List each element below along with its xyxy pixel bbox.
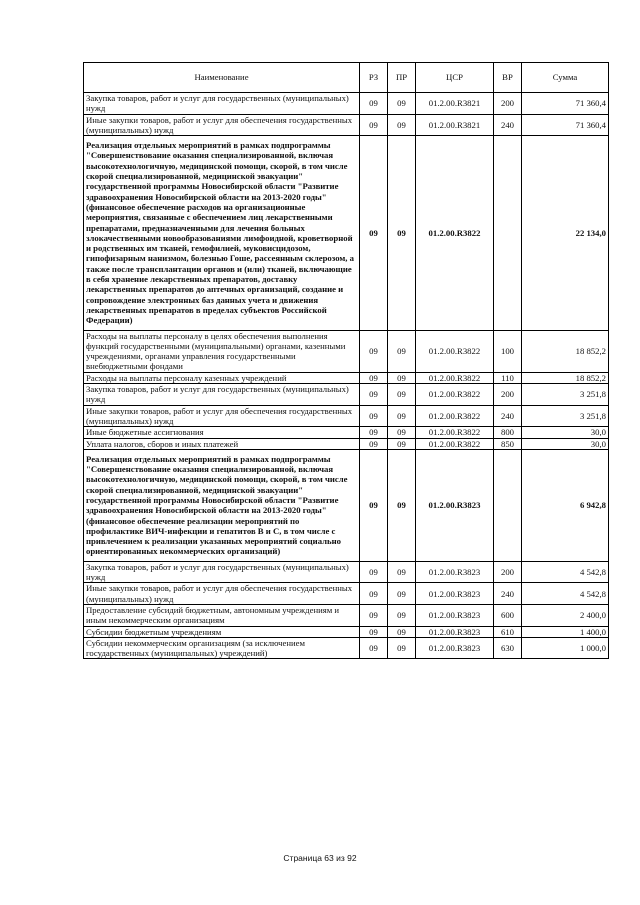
header-pr: ПР <box>388 63 416 93</box>
cell-name: Расходы на выплаты персоналу в целях обеспечения выполнения функций государственными (муниципальными) органами, казенными учреждениями, органами управления государственными внебюджетными фондами <box>84 330 360 372</box>
cell-name: Субсидии бюджетным учреждениям <box>84 626 360 637</box>
cell-rz: 09 <box>360 449 388 561</box>
cell-sum: 1 400,0 <box>522 626 609 637</box>
table-row <box>84 604 609 626</box>
cell-csr: 01.2.00.R3822 <box>416 427 494 438</box>
cell-rz: 09 <box>360 330 388 372</box>
cell-sum: 3 251,8 <box>522 384 609 406</box>
cell-pr: 09 <box>388 93 416 115</box>
cell-name: Закупка товаров, работ и услуг для государственных (муниципальных) нужд <box>84 561 360 583</box>
cell-sum: 4 542,8 <box>522 561 609 583</box>
cell-rz: 09 <box>360 583 388 605</box>
cell-csr: 01.2.00.R3823 <box>416 604 494 626</box>
table-row <box>84 583 609 605</box>
table-row <box>84 637 609 659</box>
page-number: Страница 63 из 92 <box>283 853 357 863</box>
budget-table <box>83 62 609 659</box>
cell-pr: 09 <box>388 384 416 406</box>
cell-name: Предоставление субсидий бюджетным, автономным учреждениям и иным некоммерческим организациям <box>84 604 360 626</box>
cell-sum: 30,0 <box>522 427 609 438</box>
cell-name: Закупка товаров, работ и услуг для государственных (муниципальных) нужд <box>84 384 360 406</box>
cell-csr: 01.2.00.R3821 <box>416 114 494 136</box>
cell-name: Реализация отдельных мероприятий в рамках подпрограммы "Совершенствование оказания специализированной, включая высокотехнологичную, медицинской помощи, скорой, в том числе скорой специализированной, медицинской эвакуации" государственной программы Новосибирской области "Развитие здравоохранения Новосибирской области на 2013-2020 годы" (финансовое обеспечение расходов на организационные мероприятия, связанные с обеспечением лиц лекарственными препаратами, предназначенными для лечения больных злокачественными новообразованиями лимфоидной, кроветворной и родственных им тканей, гемофилией, муковисцидозом, гипофизарным нанизмом, болезнью Гоше, рассеянным склерозом, а также после трансплантации органов и (или) тканей, включающие в себя хранение лекарственных препаратов, доставку лекарственных препаратов до аптечных организаций, создание и сопровождение электронных баз данных учета и движения лекарственных препаратов в пределах субъектов Российской Федерации) <box>84 136 360 330</box>
header-sum: Сумма <box>522 63 609 93</box>
cell-pr: 09 <box>388 583 416 605</box>
cell-vr: 110 <box>494 372 522 383</box>
cell-vr: 240 <box>494 405 522 427</box>
cell-rz: 09 <box>360 93 388 115</box>
cell-name: Субсидии некоммерческим организациям (за исключением государственных (муниципальных) учреждений) <box>84 637 360 659</box>
cell-csr: 01.2.00.R3823 <box>416 561 494 583</box>
cell-pr: 09 <box>388 405 416 427</box>
cell-rz: 09 <box>360 405 388 427</box>
cell-vr: 800 <box>494 427 522 438</box>
cell-csr: 01.2.00.R3822 <box>416 438 494 449</box>
cell-name: Иные закупки товаров, работ и услуг для обеспечения государственных (муниципальных) нужд <box>84 114 360 136</box>
cell-sum: 3 251,8 <box>522 405 609 427</box>
cell-vr <box>494 136 522 330</box>
cell-rz: 09 <box>360 372 388 383</box>
cell-name: Иные закупки товаров, работ и услуг для обеспечения государственных (муниципальных) нужд <box>84 583 360 605</box>
table-row <box>84 405 609 427</box>
cell-csr: 01.2.00.R3823 <box>416 637 494 659</box>
cell-rz: 09 <box>360 561 388 583</box>
table-row <box>84 561 609 583</box>
table-row <box>84 330 609 372</box>
table-row <box>84 438 609 449</box>
cell-pr: 09 <box>388 438 416 449</box>
table-row <box>84 449 609 561</box>
cell-sum: 18 852,2 <box>522 330 609 372</box>
cell-rz: 09 <box>360 604 388 626</box>
cell-csr: 01.2.00.R3822 <box>416 372 494 383</box>
cell-sum: 22 134,0 <box>522 136 609 330</box>
cell-name: Иные бюджетные ассигнования <box>84 427 360 438</box>
cell-pr: 09 <box>388 114 416 136</box>
cell-vr: 630 <box>494 637 522 659</box>
cell-vr: 240 <box>494 583 522 605</box>
cell-csr: 01.2.00.R3823 <box>416 583 494 605</box>
cell-sum: 4 542,8 <box>522 583 609 605</box>
cell-csr: 01.2.00.R3822 <box>416 136 494 330</box>
cell-pr: 09 <box>388 330 416 372</box>
table-header-row <box>84 63 609 93</box>
cell-sum: 71 360,4 <box>522 114 609 136</box>
cell-sum: 71 360,4 <box>522 93 609 115</box>
cell-sum: 6 942,8 <box>522 449 609 561</box>
cell-vr <box>494 449 522 561</box>
table-row <box>84 372 609 383</box>
table-body <box>84 93 609 659</box>
cell-name: Закупка товаров, работ и услуг для государственных (муниципальных) нужд <box>84 93 360 115</box>
header-rz: РЗ <box>360 63 388 93</box>
table-row <box>84 626 609 637</box>
cell-csr: 01.2.00.R3821 <box>416 93 494 115</box>
table-row <box>84 136 609 330</box>
cell-rz: 09 <box>360 637 388 659</box>
cell-vr: 200 <box>494 561 522 583</box>
cell-vr: 240 <box>494 114 522 136</box>
cell-rz: 09 <box>360 626 388 637</box>
cell-sum: 1 000,0 <box>522 637 609 659</box>
cell-vr: 600 <box>494 604 522 626</box>
cell-pr: 09 <box>388 449 416 561</box>
cell-name: Реализация отдельных мероприятий в рамках подпрограммы "Совершенствование оказания специализированной, включая высокотехнологичную, медицинской помощи, скорой, в том числе скорой специализированной, медицинской эвакуации" государственной программы Новосибирской области "Развитие здравоохранения Новосибирской области на 2013-2020 годы" (финансовое обеспечение реализации мероприятий по профилактике ВИЧ-инфекции и гепатитов B и C, в том числе с привлечением к реализации указанных мероприятий социально ориентированных некоммерческих организаций) <box>84 449 360 561</box>
header-name: Наименование <box>84 63 360 93</box>
cell-rz: 09 <box>360 136 388 330</box>
cell-pr: 09 <box>388 136 416 330</box>
cell-sum: 2 400,0 <box>522 604 609 626</box>
cell-csr: 01.2.00.R3822 <box>416 405 494 427</box>
cell-pr: 09 <box>388 626 416 637</box>
cell-rz: 09 <box>360 114 388 136</box>
cell-pr: 09 <box>388 427 416 438</box>
cell-pr: 09 <box>388 372 416 383</box>
table-row <box>84 384 609 406</box>
cell-csr: 01.2.00.R3823 <box>416 449 494 561</box>
cell-rz: 09 <box>360 427 388 438</box>
cell-sum: 18 852,2 <box>522 372 609 383</box>
table-row <box>84 427 609 438</box>
cell-name: Расходы на выплаты персоналу казенных учреждений <box>84 372 360 383</box>
cell-sum: 30,0 <box>522 438 609 449</box>
table-row <box>84 114 609 136</box>
cell-vr: 200 <box>494 93 522 115</box>
cell-csr: 01.2.00.R3823 <box>416 626 494 637</box>
cell-vr: 610 <box>494 626 522 637</box>
cell-vr: 200 <box>494 384 522 406</box>
header-csr: ЦСР <box>416 63 494 93</box>
cell-vr: 850 <box>494 438 522 449</box>
header-vr: ВР <box>494 63 522 93</box>
cell-csr: 01.2.00.R3822 <box>416 330 494 372</box>
cell-pr: 09 <box>388 637 416 659</box>
cell-pr: 09 <box>388 604 416 626</box>
cell-name: Иные закупки товаров, работ и услуг для обеспечения государственных (муниципальных) нужд <box>84 405 360 427</box>
table-row <box>84 93 609 115</box>
cell-csr: 01.2.00.R3822 <box>416 384 494 406</box>
cell-vr: 100 <box>494 330 522 372</box>
cell-pr: 09 <box>388 561 416 583</box>
cell-rz: 09 <box>360 438 388 449</box>
cell-name: Уплата налогов, сборов и иных платежей <box>84 438 360 449</box>
cell-rz: 09 <box>360 384 388 406</box>
